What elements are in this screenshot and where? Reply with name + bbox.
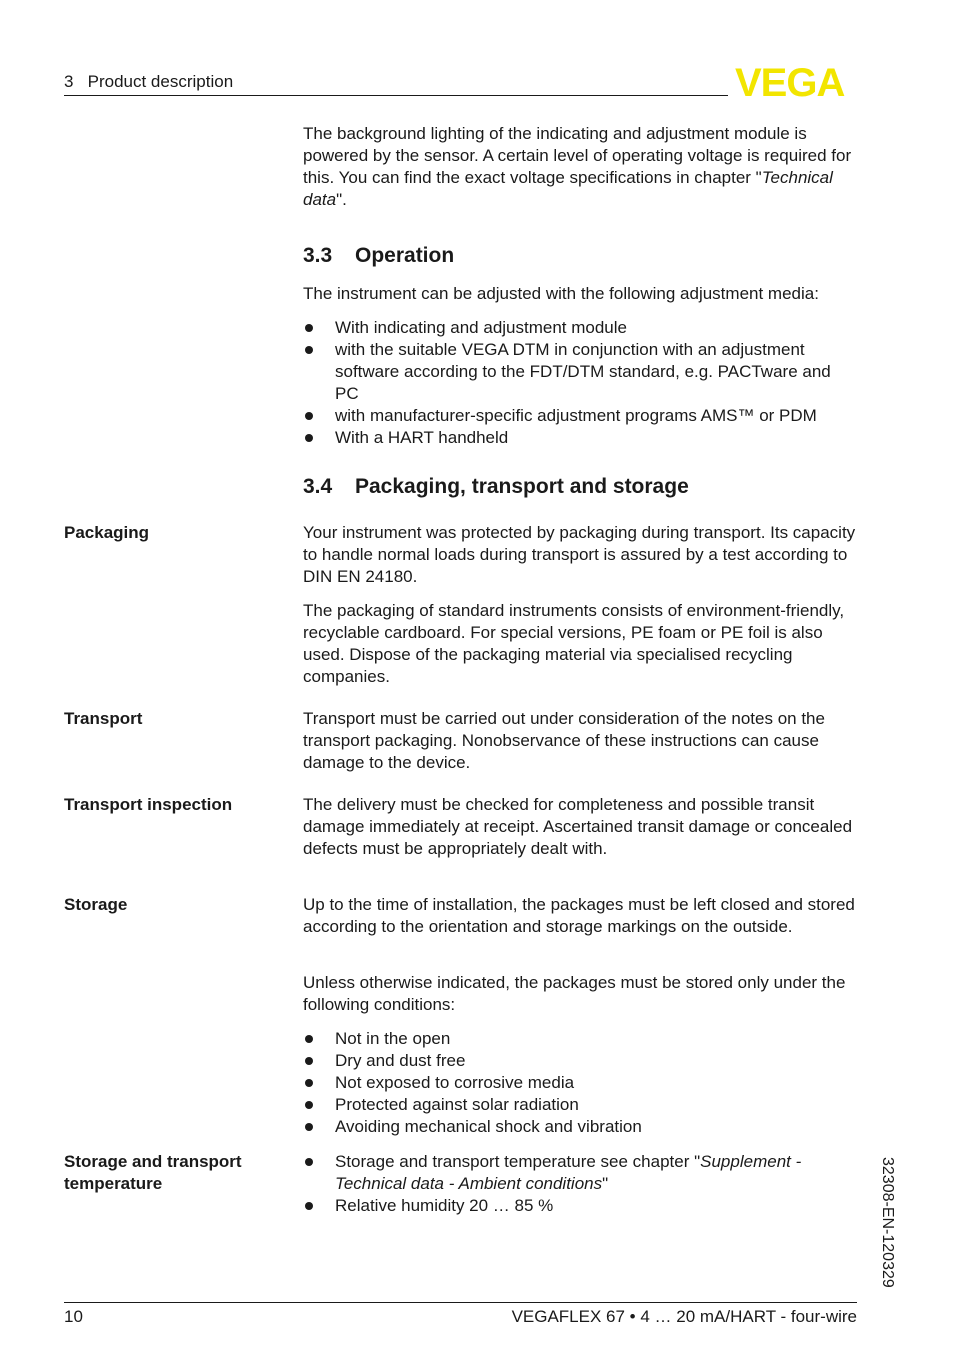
- list-item: Avoiding mechanical shock and vibration: [303, 1116, 859, 1138]
- intro-text-end: ".: [336, 190, 347, 209]
- page-number: 10: [64, 1307, 83, 1326]
- vega-logo-icon: [735, 64, 857, 100]
- document-id: 32308-EN-120329: [879, 1157, 896, 1288]
- storage-conditions-list: [303, 1028, 859, 1138]
- operation-lead: The instrument can be adjusted with the following adjustment media:: [303, 284, 819, 303]
- list-item: Protected against solar radiation: [303, 1094, 859, 1116]
- transport-paragraph: Transport must be carried out under consideration of the notes on the transport packaging. Nonobservance of these instructions can cause damage to the device.: [303, 709, 825, 772]
- sidebar-label-storage: Storage: [64, 895, 128, 914]
- intro-paragraph: [303, 123, 859, 211]
- sidebar-label-packaging: Packaging: [64, 523, 150, 542]
- vega-logo-text: VEGA: [735, 64, 845, 100]
- footer-rule: [64, 1302, 857, 1303]
- sidebar-label-storage-temperature: Storage and transport temperature: [64, 1152, 242, 1193]
- packaging-paragraph-2: The packaging of standard instruments consists of environment-friendly, recyclable cardboard. For special versions, PE foam or PE foil is also used. Dispose of the packaging material via specialised recycling companies.: [303, 601, 845, 686]
- list-item: Dry and dust free: [303, 1050, 859, 1072]
- list-item: With indicating and adjustment module: [303, 317, 859, 339]
- storage-paragraph-1: Up to the time of installation, the packages must be left closed and stored according to the orientation and storage markings on the outside.: [303, 895, 855, 936]
- list-item: With a HART handheld: [303, 427, 859, 449]
- vega-logo: [735, 64, 857, 106]
- heading-title: Operation: [355, 244, 455, 267]
- list-item: with manufacturer-specific adjustment programs AMS™ or PDM: [303, 405, 859, 427]
- heading-packaging-transport-storage: [303, 474, 859, 500]
- storage-paragraph-2: Unless otherwise indicated, the packages must be stored only under the following conditions:: [303, 973, 846, 1014]
- list-item: Not in the open: [303, 1028, 859, 1050]
- footer-product-name: VEGAFLEX 67 • 4 … 20 mA/HART - four-wire: [511, 1307, 857, 1326]
- header-section-title: 3 Product description: [64, 72, 234, 91]
- list-item: with the suitable VEGA DTM in conjunction with an adjustment software according to the FDT/DTM standard, e.g. PACTware and PC: [303, 339, 859, 405]
- packaging-paragraph-1: Your instrument was protected by packaging during transport. Its capacity to handle normal loads during transport is assured by a test according to DIN EN 24180.: [303, 523, 856, 586]
- transport-inspection-paragraph: The delivery must be checked for completeness and possible transit damage immediately at receipt. Ascertained transit damage or concealed defects must be appropriately dealt with.: [303, 795, 853, 858]
- list-item: Not exposed to corrosive media: [303, 1072, 859, 1094]
- header-rule: [64, 95, 728, 96]
- sidebar-label-transport: Transport: [64, 709, 143, 728]
- operation-list: [303, 317, 859, 449]
- intro-text: The background lighting of the indicating and adjustment module is powered by the sensor. A certain level of operating voltage is required for this. You can find the exact voltage specifications in chapter ": [303, 124, 852, 187]
- heading-title: Packaging, transport and storage: [355, 475, 689, 498]
- heading-number: 3.4: [303, 475, 333, 498]
- heading-operation: [303, 243, 859, 269]
- list-item: Relative humidity 20 … 85 %: [303, 1195, 859, 1217]
- heading-number: 3.3: [303, 244, 333, 267]
- intro-italic: Technical data: [303, 168, 833, 209]
- list-item: Storage and transport temperature see chapter "Supplement - Technical data - Ambient conditions": [303, 1151, 859, 1195]
- sidebar-label-transport-inspection: Transport inspection: [64, 795, 233, 814]
- storage-temperature-list: [303, 1151, 859, 1217]
